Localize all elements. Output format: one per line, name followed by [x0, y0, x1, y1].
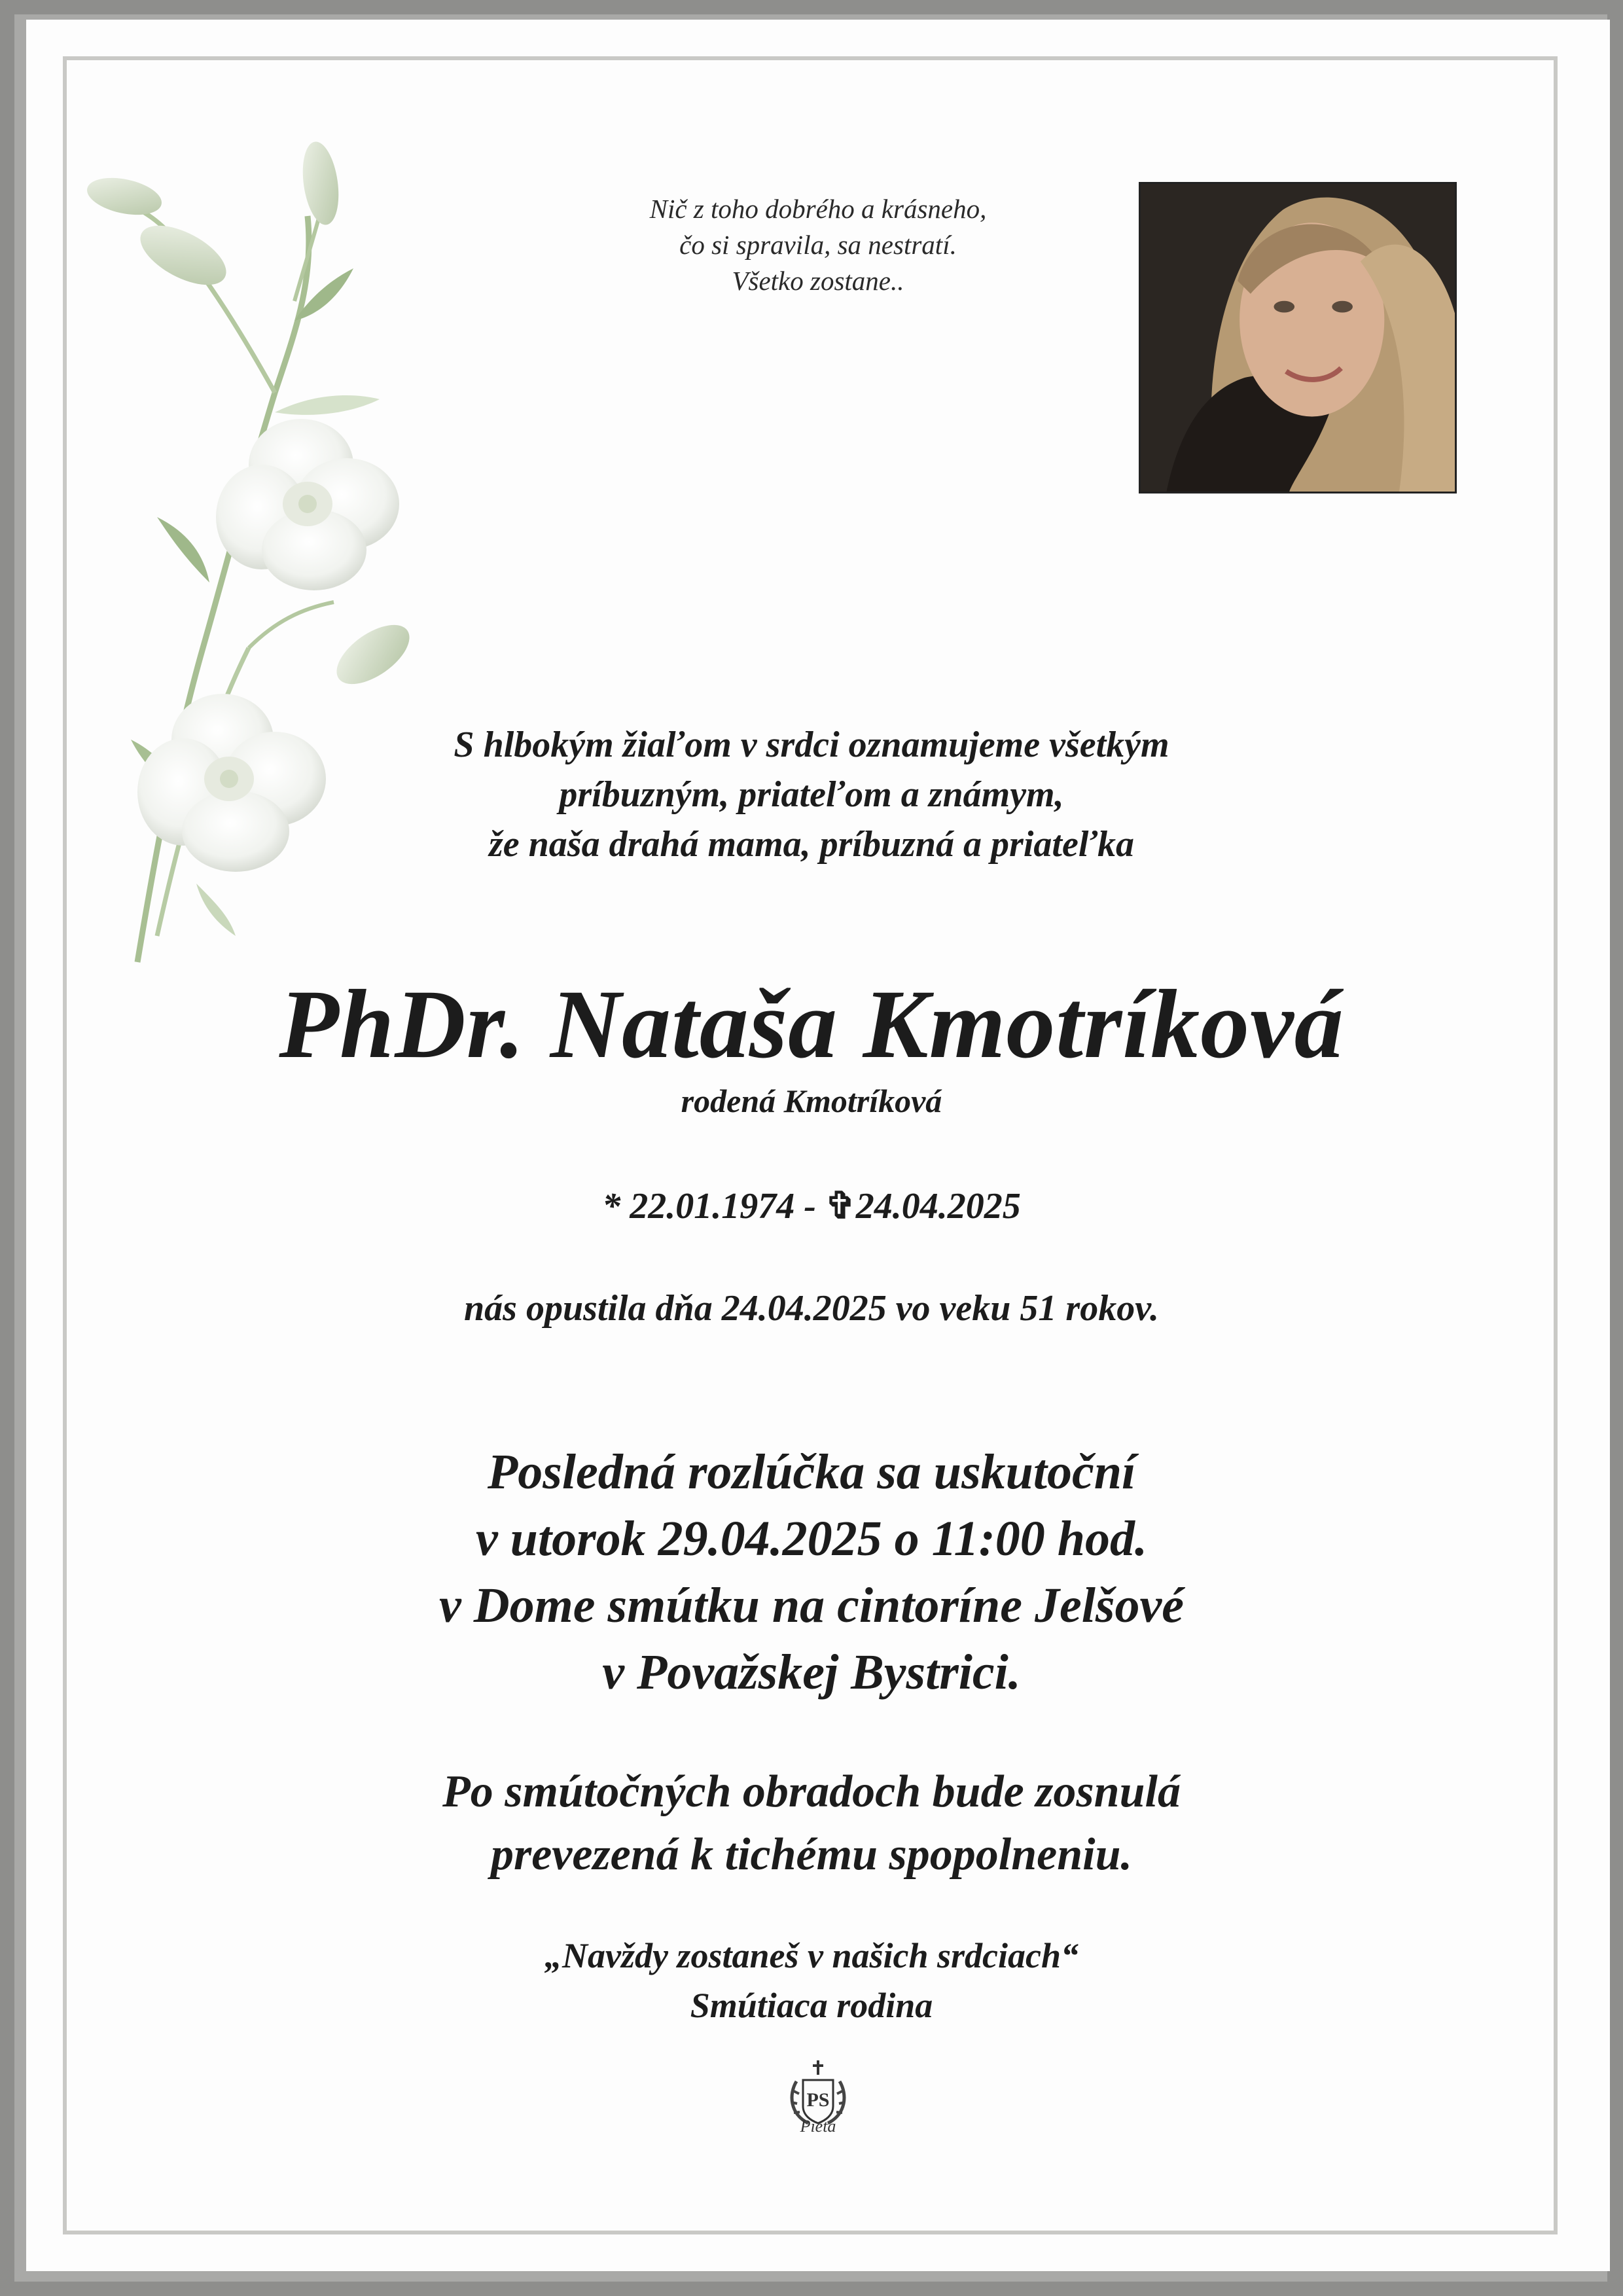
announcement-intro — [0, 720, 1623, 869]
passed-away-line: nás opustila dňa 24.04.2025 vo veku 51 rokov. — [464, 1288, 1159, 1329]
closing-quote: „Navždy zostaneš v našich srdciach“ — [544, 1936, 1079, 1975]
intro-line: príbuzným, priateľom a známym, — [559, 774, 1064, 815]
farewell-line: v Považskej Bystrici. — [602, 1645, 1021, 1700]
deceased-name: PhDr. Nataša Kmotríková — [279, 970, 1344, 1079]
farewell-line: Posledná rozlúčka sa uskutoční — [487, 1444, 1136, 1499]
portrait-photo — [1139, 182, 1457, 493]
logo-label: Pieta — [800, 2117, 836, 2136]
death-date: 24.04.2025 — [855, 1186, 1021, 1227]
intro-line: S hlbokým žiaľom v srdci oznamujeme všetkým — [454, 725, 1169, 765]
closing — [0, 1931, 1623, 2030]
life-dates — [0, 1183, 1623, 1229]
farewell-line: v Dome smútku na cintoríne Jelšové — [439, 1578, 1184, 1633]
poem-line: Nič z toho dobrého a krásneho, — [649, 194, 987, 224]
maiden-name: rodená Kmotríková — [681, 1083, 942, 1119]
intro-line: že naša drahá mama, príbuzná a priateľka — [488, 824, 1134, 865]
date-separator: - — [804, 1186, 816, 1227]
cremation-line: Po smútočných obradoch bude zosnulá — [442, 1767, 1181, 1817]
logo-monogram: PS — [806, 2089, 830, 2111]
cremation-note — [0, 1761, 1623, 1886]
poem-quote — [576, 191, 1060, 299]
poem-line: Všetko zostane.. — [732, 266, 904, 296]
cross-icon: ✞ — [825, 1186, 856, 1227]
birth-date: 22.01.1974 — [630, 1186, 795, 1227]
funeral-details — [0, 1439, 1623, 1706]
birth-symbol: * — [602, 1186, 621, 1227]
cremation-line: prevezená k tichému spopolneniu. — [490, 1829, 1133, 1880]
poem-line: čo si spravila, sa nestratí. — [679, 230, 957, 260]
family-signature: Smútiaca rodina — [690, 1986, 933, 2025]
farewell-line: v utorok 29.04.2025 o 11:00 hod. — [475, 1511, 1148, 1566]
